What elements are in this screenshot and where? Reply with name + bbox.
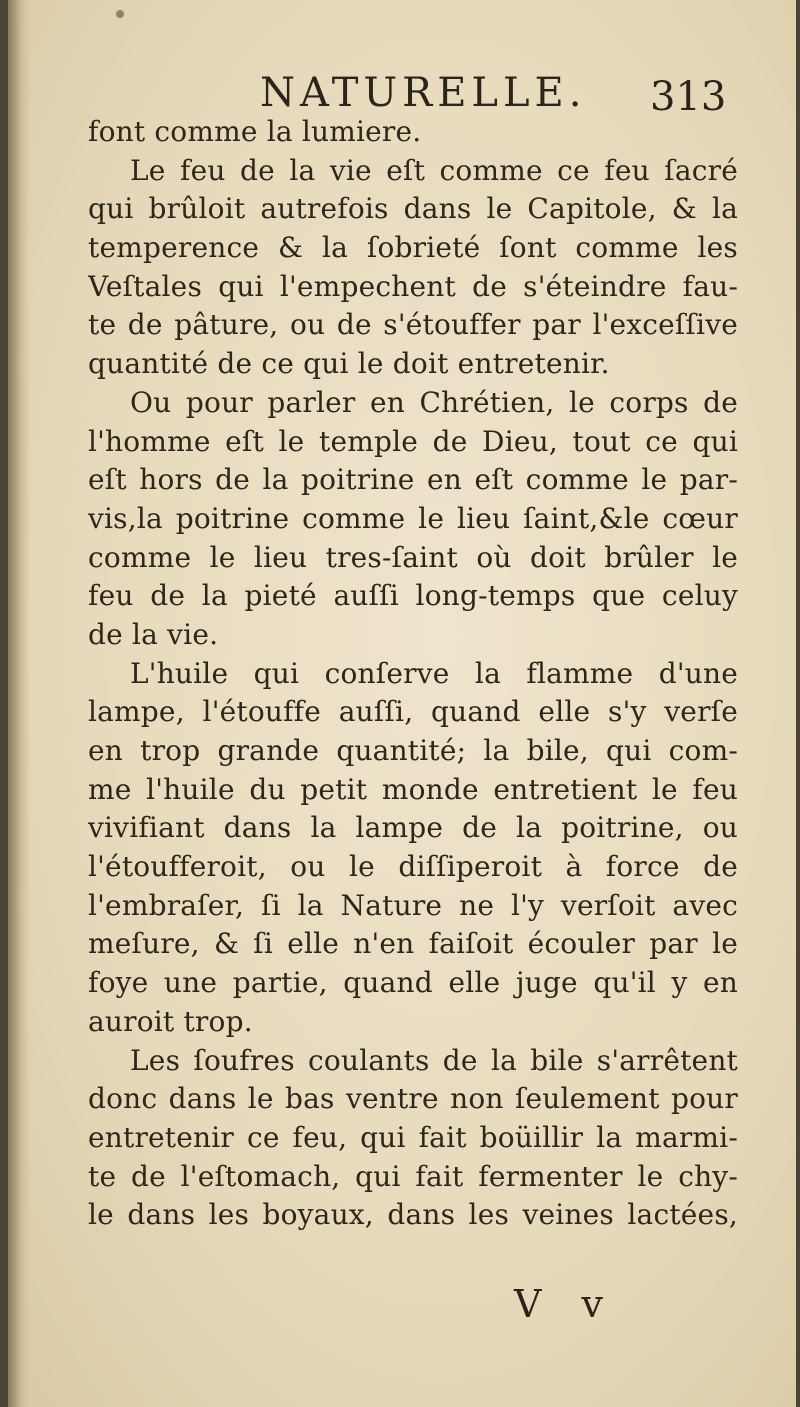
text-line: l'homme eſt le temple de Dieu, tout ce qui <box>88 424 738 458</box>
text-line: donc dans le bas ventre non ſeulement pour <box>88 1082 738 1116</box>
page-number: 313 <box>650 74 727 120</box>
text-line: Le feu de la vie eſt comme ce feu ſacré <box>130 153 738 187</box>
page-header <box>8 68 796 118</box>
text-line: font comme la lumiere. <box>88 115 422 148</box>
text-line: feu de la pieté auſſi long-temps que celuy <box>88 579 738 613</box>
text-line: comme le lieu tres-ſaint où doit brûler le <box>88 540 738 574</box>
text-line: en trop grande quantité; la bile, qui com- <box>88 734 738 767</box>
text-line: entretenir ce feu, qui fait boüillir la marmi- <box>88 1120 738 1154</box>
ink-speck <box>116 10 124 18</box>
text-line: quantité de ce qui le doit entretenir. <box>88 347 610 381</box>
text-line: Veſtales qui l'empechent de s'éteindre fau- <box>88 269 738 303</box>
text-line: vivifiant dans la lampe de la poitrine, ou <box>88 811 738 845</box>
text-line: temperence & la ſobrieté ſont comme les <box>88 231 738 265</box>
text-line: vis,la poitrine comme le lieu ſaint,&le cœur <box>88 501 738 535</box>
text-line: qui brûloit autrefois dans le Capitole, & la <box>88 192 738 226</box>
book-page <box>8 0 796 1407</box>
text-line: auroit trop. <box>88 1004 253 1038</box>
text-line: Ou pour parler en Chrétien, le corps de <box>130 385 738 419</box>
text-line: te de pâture, ou de s'étouffer par l'exceſſive <box>88 308 738 342</box>
running-head: NATURELLE. <box>260 70 587 116</box>
text-line: foye une partie, quand elle juge qu'il y en <box>88 966 738 1000</box>
text-line: te de l'eſtomach, qui fait fermenter le chy- <box>88 1159 738 1193</box>
signature-mark: V v <box>514 1282 617 1326</box>
text-line: de la vie. <box>88 617 219 651</box>
text-line: l'étoufferoit, ou le diſſiperoit à force de <box>88 850 738 884</box>
body-text <box>88 113 738 1235</box>
text-line: meſure, & ſi elle n'en faiſoit écouler par le <box>88 927 738 961</box>
text-line: L'huile qui conſerve la flamme d'une <box>130 656 738 690</box>
text-line: lampe, l'étouffe auſſi, quand elle s'y verſe <box>88 695 738 729</box>
text-line: me l'huile du petit monde entretient le feu <box>88 772 738 806</box>
page-gutter <box>8 0 30 1407</box>
text-line: le dans les boyaux, dans les veines lactées, <box>88 1198 738 1232</box>
text-line: l'embraſer, ſi la Nature ne l'y verſoit avec <box>88 888 738 922</box>
text-line: eſt hors de la poitrine en eſt comme le par- <box>88 463 738 497</box>
text-line: Les ſoufres coulants de la bile s'arrêtent <box>130 1043 738 1077</box>
